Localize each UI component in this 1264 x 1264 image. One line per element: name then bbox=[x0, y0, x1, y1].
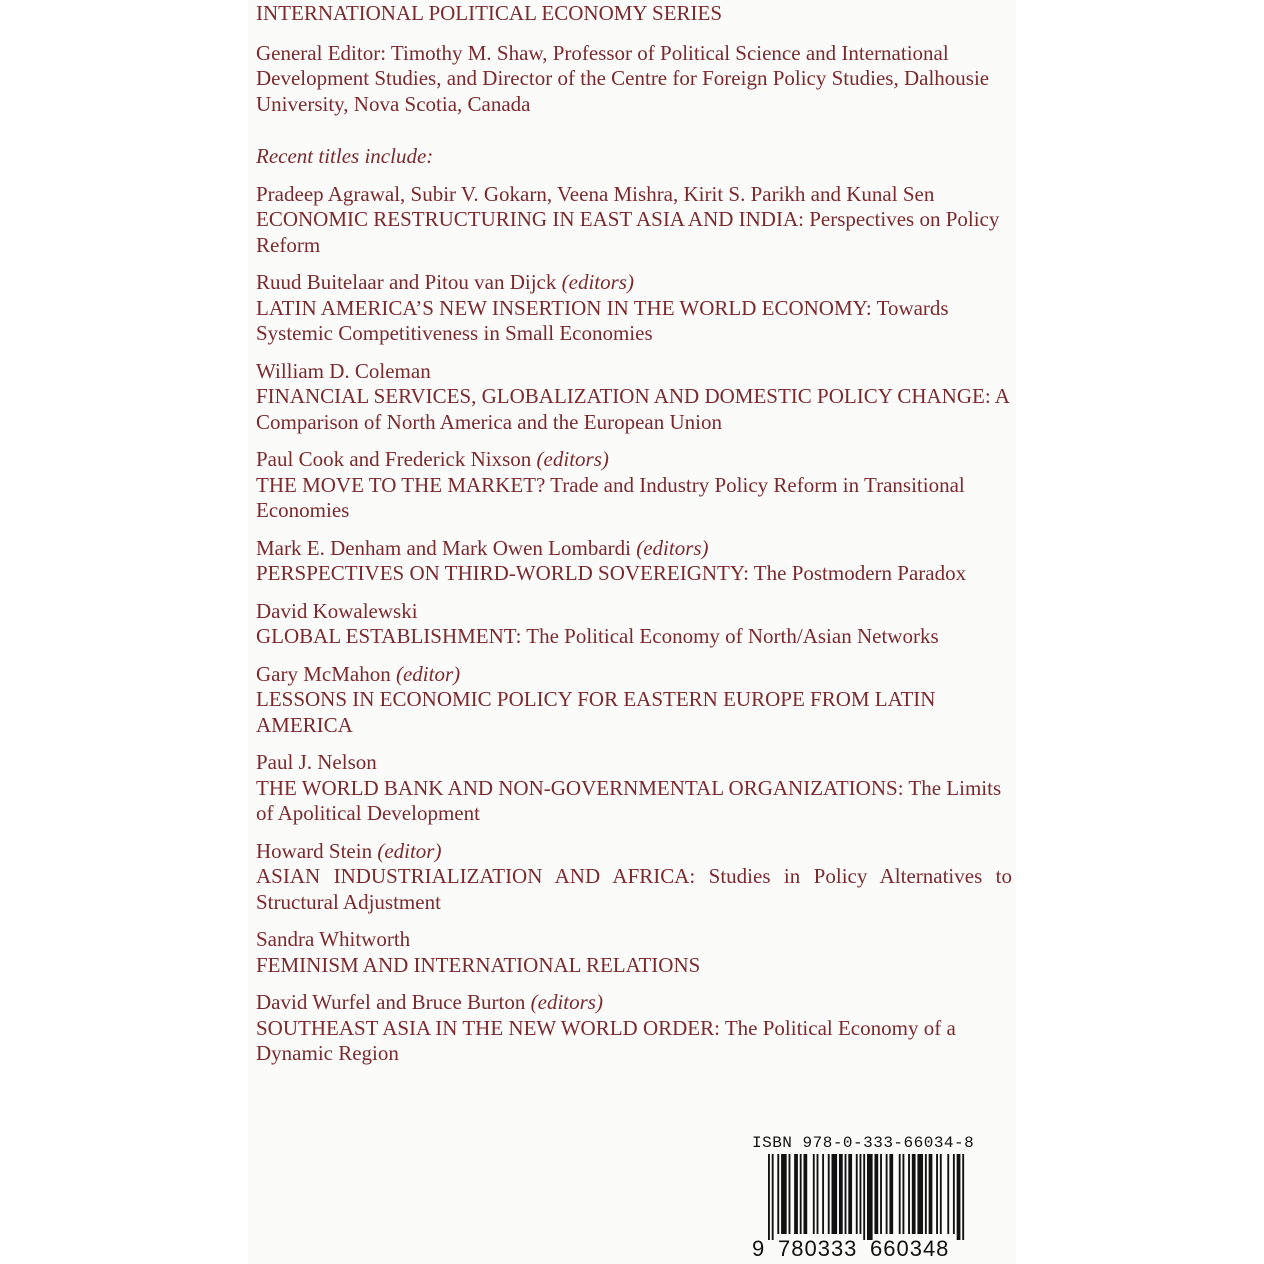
barcode-bar bbox=[953, 1154, 955, 1234]
barcode-bar bbox=[889, 1154, 893, 1234]
entry-role: (editors) bbox=[636, 535, 709, 560]
barcode-bar bbox=[772, 1154, 774, 1240]
entry-title: FEMINISM AND INTERNATIONAL RELATIONS bbox=[256, 952, 701, 977]
barcode-bar bbox=[908, 1154, 910, 1234]
entry-role: (editors) bbox=[561, 270, 634, 294]
list-item bbox=[256, 270, 1012, 347]
barcode-bar bbox=[803, 1154, 807, 1234]
barcode-bar bbox=[845, 1154, 847, 1234]
entry-author bbox=[256, 839, 1012, 865]
barcode-bar bbox=[800, 1154, 802, 1234]
barcode-digit-group-2: 660348 bbox=[870, 1236, 950, 1261]
barcode-bar bbox=[813, 1154, 815, 1234]
entry-role: (editors) bbox=[530, 990, 603, 1014]
barcode-icon bbox=[768, 1154, 966, 1240]
entry-author bbox=[256, 927, 1012, 953]
entry-author-name: Paul Cook and Frederick Nixson bbox=[256, 447, 532, 471]
entry-author bbox=[256, 447, 1012, 473]
entry-title: SOUTHEAST ASIA IN THE NEW WORLD ORDER: The Political Economy of a Dynamic Region bbox=[256, 1015, 956, 1065]
barcode-bar bbox=[912, 1154, 916, 1234]
barcode-bar bbox=[856, 1154, 858, 1234]
entry-author-name: Paul J. Nelson bbox=[256, 750, 377, 774]
entry-title: THE MOVE TO THE MARKET? Trade and Industry Policy Reform in Transitional Economies bbox=[256, 472, 965, 522]
entry-author bbox=[256, 662, 1012, 688]
entry-author bbox=[256, 182, 1012, 208]
barcode-bar bbox=[899, 1154, 901, 1234]
barcode-bar bbox=[768, 1154, 770, 1240]
list-item bbox=[256, 662, 1012, 739]
barcode-bar bbox=[863, 1154, 865, 1240]
entry-author bbox=[256, 359, 1012, 385]
barcode-bar bbox=[794, 1154, 798, 1234]
recent-titles-label: Recent titles include: bbox=[256, 144, 434, 168]
back-cover-text bbox=[256, 0, 1012, 1067]
barcode-bar bbox=[936, 1154, 938, 1234]
barcode-bar bbox=[962, 1154, 964, 1240]
entry-title: ECONOMIC RESTRUCTURING IN EAST ASIA AND INDIA: Perspectives on Policy Reform bbox=[256, 207, 1000, 257]
barcode-bar bbox=[860, 1154, 862, 1234]
entry-role: (editors) bbox=[536, 447, 609, 471]
barcode-bar bbox=[848, 1154, 852, 1234]
barcode-bar bbox=[957, 1154, 961, 1240]
entry-author-name: Gary McMahon bbox=[256, 661, 391, 686]
barcode-bar bbox=[947, 1154, 949, 1234]
entry-author-name: Sandra Whitworth bbox=[256, 927, 411, 951]
list-item bbox=[256, 990, 1012, 1067]
barcode-digit-group-1: 780333 bbox=[778, 1236, 858, 1261]
barcode-bar bbox=[817, 1154, 819, 1234]
isbn-label: ISBN 978-0-333-66034-8 bbox=[752, 1134, 975, 1152]
barcode-bar bbox=[917, 1154, 923, 1234]
list-item bbox=[256, 927, 1012, 978]
entry-role: (editor) bbox=[377, 838, 442, 863]
entry-title: PERSPECTIVES ON THIRD-WORLD SOVEREIGNTY: The Postmodern Paradox bbox=[256, 561, 967, 585]
title-list bbox=[256, 182, 1012, 1067]
barcode-bar bbox=[822, 1154, 824, 1234]
entry-author-name: Howard Stein bbox=[256, 838, 373, 863]
list-item bbox=[256, 536, 1012, 587]
list-item bbox=[256, 447, 1012, 524]
barcode-digit-lead: 9 bbox=[752, 1236, 765, 1261]
barcode-bar bbox=[886, 1154, 888, 1234]
entry-author-name: David Kowalewski bbox=[256, 598, 418, 623]
barcode-bar bbox=[929, 1154, 933, 1234]
barcode-bar bbox=[777, 1154, 779, 1234]
barcode-bar bbox=[832, 1154, 838, 1234]
entry-author bbox=[256, 270, 1012, 296]
entry-title: FINANCIAL SERVICES, GLOBALIZATION AND DOMESTIC POLICY CHANGE: A Comparison of North America and the European Union bbox=[256, 384, 1009, 434]
list-item bbox=[256, 359, 1012, 436]
entry-author-name: Pradeep Agrawal, Subir V. Gokarn, Veena Mishra, Kirit S. Parikh and Kunal Sen bbox=[256, 181, 935, 206]
barcode-bar bbox=[867, 1154, 873, 1240]
entry-title: THE WORLD BANK AND NON-GOVERNMENTAL ORGANIZATIONS: The Limits of Apolitical Development bbox=[256, 775, 1002, 825]
entry-title: GLOBAL ESTABLISHMENT: The Political Economy of North/Asian Networks bbox=[256, 624, 939, 648]
entry-title: LATIN AMERICA’S NEW INSERTION IN THE WORLD ECONOMY: Towards Systemic Competitiveness in Small Economies bbox=[256, 295, 949, 345]
general-editor: General Editor: Timothy M. Shaw, Professor of Political Science and International Development Studies, and Director of the Centre for Foreign Policy Studies, Dalhousie University, Nova Scotia, Canada bbox=[256, 40, 990, 116]
entry-author-name: William D. Coleman bbox=[256, 358, 431, 383]
barcode-bar bbox=[902, 1154, 904, 1234]
entry-title: ASIAN INDUSTRIALIZATION AND AFRICA: Studies in Policy Alternatives to Structural Adjustment bbox=[256, 864, 1012, 914]
entry-author-name: Ruud Buitelaar and Pitou van Dijck bbox=[256, 270, 557, 294]
entry-author-name: David Wurfel and Bruce Burton bbox=[256, 990, 526, 1014]
entry-title: LESSONS IN ECONOMIC POLICY FOR EASTERN EUROPE FROM LATIN AMERICA bbox=[256, 687, 936, 737]
entry-author bbox=[256, 599, 1012, 625]
barcode-bar bbox=[781, 1154, 787, 1234]
list-item bbox=[256, 750, 1012, 827]
barcode-bar bbox=[880, 1154, 882, 1234]
barcode-bar bbox=[925, 1154, 927, 1234]
entry-role: (editor) bbox=[395, 661, 461, 686]
list-item bbox=[256, 182, 1012, 259]
barcode-bar bbox=[940, 1154, 942, 1234]
entry-author bbox=[256, 536, 1012, 562]
barcode-bar bbox=[828, 1154, 830, 1234]
list-item bbox=[256, 599, 1012, 650]
barcode-bar bbox=[874, 1154, 878, 1234]
list-item bbox=[256, 839, 1012, 916]
entry-author bbox=[256, 990, 1012, 1016]
barcode-bar bbox=[789, 1154, 791, 1234]
entry-author-name: Mark E. Denham and Mark Owen Lombardi bbox=[256, 535, 631, 560]
series-title: INTERNATIONAL POLITICAL ECONOMY SERIES bbox=[256, 1, 723, 25]
entry-author bbox=[256, 750, 1012, 776]
barcode-bar bbox=[839, 1154, 843, 1234]
